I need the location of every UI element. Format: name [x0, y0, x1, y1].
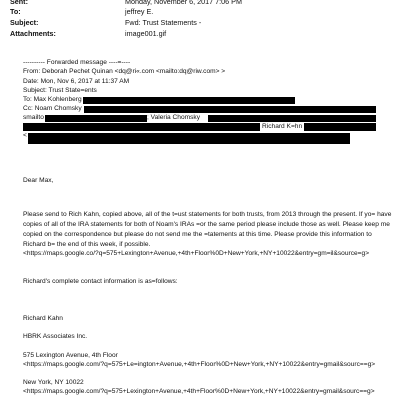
attachments-label: Attachments:: [10, 29, 56, 38]
forwarded-cc: Cc: Noam Chomsky: [23, 105, 82, 112]
forwarded-divider: ---------- Forwarded message ----=----: [23, 59, 131, 66]
forwarded-cc-line2-name: ; Valeria Chomsky: [147, 114, 201, 121]
subject-label: Subject:: [10, 18, 39, 27]
forwarded-date: Date: Mon, Nov 6, 2017 at 11:37 AM: [23, 78, 130, 85]
redaction-bar: [304, 123, 376, 131]
body-paragraph: Please send to Rich Kahn, copied above, all of the t=ust statements for both trusts, from 2013 through the present. If yo= have copies of all of the IRA statements for both of Noam's IRAs =or the same period please include those as well. Please keep me copied on the correspondence but please do not send me the =tatements at this time. Please provide this information to Richard b= the end of this week, if possible.: [23, 211, 392, 248]
sent-value: Monday, November 6, 2017 7:06 PM: [125, 0, 242, 6]
contact-company: HBRK Associates Inc.: [23, 333, 88, 340]
to-value: jeffrey E.: [125, 7, 154, 16]
redaction-bar: [208, 115, 376, 122]
redaction-bar: [28, 133, 350, 144]
to-label: To:: [10, 7, 21, 16]
forwarded-to: To: Max Kohlenberg: [23, 96, 82, 103]
subject-value: Fwd: Trust Statements -: [125, 18, 202, 27]
redaction-bar: [45, 115, 147, 122]
sent-label: Sent:: [10, 0, 28, 6]
maps-link-3[interactable]: <https://maps.google.com/?q=575+Lexington+Avenue,+4th+Floor%0D+New+York,+NY+10022&entry=gmail&sourc==g>: [23, 388, 375, 395]
forwarded-subject: Subject: Trust State=ents: [23, 87, 97, 94]
contact-name: Richard Kahn: [23, 315, 63, 322]
contact-address-line2: New York, NY 10022: [23, 379, 84, 386]
redaction-bar: [23, 123, 260, 131]
contact-address-line1: 575 Lexington Avenue, 4th Floor: [23, 352, 118, 359]
contact-intro: Richard's complete contact information is as=follows:: [23, 278, 178, 285]
forwarded-from: From: Deborah Pechet Quinan <dq@ri«.com <mailto:dq@riw.com> >: [23, 68, 226, 75]
forwarded-cc-line2-start: smailto: [23, 114, 44, 121]
attachments-value: image001.gif: [125, 29, 167, 38]
forwarded-cc-line3-name: Richard K=hn: [262, 123, 303, 130]
forwarded-cc-line4-start: <: [23, 132, 27, 139]
maps-link-1[interactable]: <https://maps.google.co/?q=575+Lexington+Avenue,+4th+Floor%0D+New+York,+NY+10022&entry=gm=il&source=g>: [23, 250, 370, 257]
greeting: Dear Max,: [23, 177, 54, 184]
redaction-bar: [83, 97, 295, 104]
maps-link-2[interactable]: <https://maps.google.com/?q=575+Le=ington+Avenue,+4th+Floor%0D+New+York,+NY+10022&entry=gmail&sourc==g>: [23, 361, 376, 368]
redaction-bar: [84, 106, 376, 113]
